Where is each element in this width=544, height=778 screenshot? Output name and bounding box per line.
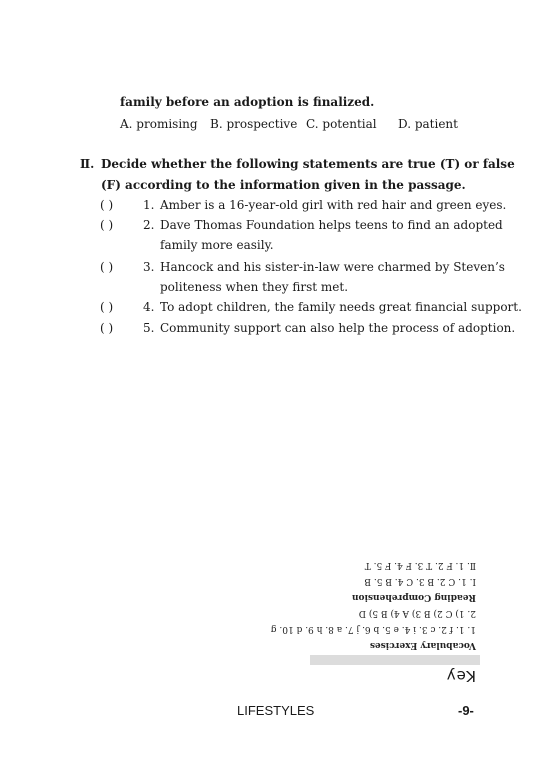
item-text-continued: family more easily. [160,238,274,252]
key-divider-bar [310,655,480,665]
item-number: 5. [143,321,155,335]
item-number: 4. [143,300,155,314]
answer-blank: ( ) [100,218,114,232]
option-a: A. promising [120,117,198,131]
answer-key [270,545,480,695]
item-text: Hancock and his sister-in-law were charmed by Steven’s [160,260,505,274]
option-d: D. patient [398,117,458,131]
reading-answers-2: Ⅱ. 1. F 2. T 3. F 4. F 5. T [364,560,476,570]
reading-answers-1: Ⅰ. 1. C 2. B 3. C 4. B 5. B [364,576,476,586]
item-text: Community support can also help the process of adoption. [160,321,516,335]
item-number: 2. [143,218,155,232]
item-text: Dave Thomas Foundation helps teens to find an adopted [160,218,503,232]
question-tail: family before an adoption is finalized. [120,95,375,109]
vocab-label: Vocabulary Exercises [369,640,476,650]
item-text-continued: politeness when they first met. [160,280,349,294]
vocab-answers-2: 2. 1) C 2) B 3) A 4) B 5) D [358,608,476,618]
key-title: Key [445,667,476,685]
item-text: Amber is a 16-year-old girl with red hair and green eyes. [160,198,507,212]
answer-blank: ( ) [100,198,114,212]
reading-label: Reading Comprehension [351,592,476,602]
footer-section: LIFESTYLES [237,703,315,718]
item-number: 3. [143,260,155,274]
option-c: C. potential [306,117,377,131]
page-number: -9- [458,703,474,718]
section-heading-line1: Decide whether the following statements are true (T) or false [101,157,515,171]
answer-blank: ( ) [100,300,114,314]
item-number: 1. [143,198,155,212]
option-b: B. prospective [210,117,298,131]
section-heading-line2: (F) according to the information given in the passage. [101,178,466,192]
item-text: To adopt children, the family needs great financial support. [160,300,522,314]
section-number: Ⅱ. [80,157,95,171]
vocab-answers-1: 1. 1. f 2. c 3. i 4. e 5. b 6. j 7. a 8. h 9. d 10. g [270,624,476,634]
answer-blank: ( ) [100,260,114,274]
answer-key-rotated [270,545,480,695]
answer-blank: ( ) [100,321,114,335]
